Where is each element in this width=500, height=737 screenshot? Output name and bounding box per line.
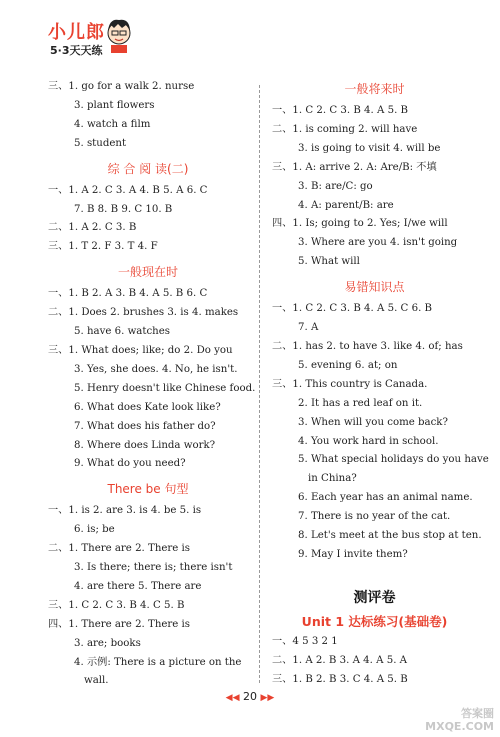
answer-line: 二、1. is coming 2. will have	[272, 123, 418, 135]
right-column	[272, 78, 489, 690]
answer-line: 3. Is there; there is; there isn't	[74, 562, 233, 574]
section-title: 一般将来时	[344, 82, 405, 96]
next-arrow-icon: ▶▶	[260, 693, 275, 703]
answer-line: 9. What do you need?	[74, 458, 186, 470]
answer-line: 二、1. has 2. to have 3. like 4. of; has	[272, 340, 463, 352]
answer-line: 2. It has a red leaf on it.	[298, 397, 423, 409]
answer-line: wall.	[84, 675, 109, 687]
page-number: 20	[243, 690, 257, 703]
section-title: 一般现在时	[117, 265, 178, 280]
answer-line: 二、1. A 2. C 3. B	[48, 222, 137, 234]
answer-line: 二、1. There are 2. There is	[48, 543, 191, 555]
answer-line: 5. student	[74, 137, 127, 149]
answer-line: 4. watch a film	[74, 118, 151, 130]
left-column	[48, 78, 256, 691]
section-title: 综 合 阅 读(二)	[107, 161, 189, 176]
page-footer	[0, 690, 500, 703]
watermark-line: 答案圈	[461, 707, 494, 720]
watermark-line: MXQE.COM	[425, 720, 494, 733]
answer-line: in China?	[308, 473, 357, 485]
answer-line: 6. Each year has an animal name.	[298, 492, 473, 504]
answer-line: 三、1. go for a walk 2. nurse	[48, 81, 195, 92]
answer-line: 7. What does his father do?	[74, 420, 216, 432]
answer-line: 一、1. B 2. A 3. B 4. A 5. B 6. C	[48, 288, 208, 300]
answer-line: 三、1. A: arrive 2. A: Are/B: 不填	[272, 161, 437, 173]
series-name: 5·3天天练	[50, 44, 103, 57]
answer-line: 7. There is no year of the cat.	[298, 511, 451, 523]
answer-line: 一、1. C 2. C 3. B 4. A 5. B	[272, 105, 409, 116]
answer-line: 一、1. C 2. C 3. B 4. A 5. C 6. B	[272, 303, 433, 315]
watermark	[425, 707, 494, 733]
answer-line: 9. May I invite them?	[298, 548, 408, 560]
answer-line: 三、1. C 2. C 3. B 4. C 5. B	[48, 599, 185, 611]
exam-heading: 测评卷	[353, 589, 396, 606]
answer-line: 4. You work hard in school.	[298, 435, 439, 447]
answer-line: 7. A	[298, 322, 319, 334]
answer-line: 3. plant flowers	[74, 99, 155, 111]
answer-line: 一、1. is 2. are 3. is 4. be 5. is	[48, 505, 202, 517]
answer-line: 3. Yes, she does. 4. No, he isn't.	[74, 363, 238, 375]
answer-line: 5. Henry doesn't like Chinese food.	[74, 382, 256, 394]
answer-line: 6. is; be	[74, 524, 115, 536]
answer-line: 四、1. Is; going to 2. Yes; I/we will	[272, 218, 448, 230]
answer-line: 3. Where are you 4. isn't going	[298, 237, 458, 249]
answer-line: 二、1. Does 2. brushes 3. is 4. makes	[48, 307, 239, 319]
answer-line: 3. are; books	[74, 637, 141, 649]
answer-line: 4. 示例: There is a picture on the	[74, 656, 242, 668]
section-title: 易错知识点	[344, 280, 405, 295]
answer-line: 4. A: parent/B: are	[298, 199, 394, 211]
section-title: There be 句型	[107, 482, 189, 497]
answer-line: 二、1. A 2. B 3. A 4. A 5. A	[272, 654, 408, 666]
column-divider	[259, 85, 260, 683]
answer-line: 5. evening 6. at; on	[298, 359, 398, 371]
brand-name: 小儿郎	[48, 22, 105, 43]
answer-line: 8. Where does Linda work?	[74, 439, 216, 451]
mascot-icon	[104, 16, 134, 54]
answer-line: 6. What does Kate look like?	[74, 401, 221, 413]
answer-line: 3. is going to visit 4. will be	[298, 142, 441, 154]
answer-line: 三、1. T 2. F 3. T 4. F	[48, 241, 158, 253]
answer-line: 8. Let's meet at the bus stop at ten.	[298, 530, 482, 542]
answer-line: 3. B: are/C: go	[298, 180, 373, 192]
answer-line: 三、1. What does; like; do 2. Do you	[48, 344, 233, 356]
answer-line: 7. B 8. B 9. C 10. B	[74, 203, 173, 215]
answer-line: 5. have 6. watches	[74, 326, 170, 338]
answer-line: 3. When will you come back?	[298, 416, 448, 428]
answer-line: 四、1. There are 2. There is	[48, 618, 191, 630]
answer-line: 三、1. This country is Canada.	[272, 378, 428, 390]
answer-line: 4. are there 5. There are	[74, 580, 202, 592]
answer-line: 5. What special holidays do you have	[298, 454, 489, 466]
unit-title: Unit 1 达标练习(基础卷)	[301, 613, 448, 629]
answer-line: 三、1. B 2. B 3. C 4. A 5. B	[272, 673, 408, 685]
answer-line: 5. What will	[298, 256, 360, 268]
prev-arrow-icon: ◀◀	[225, 693, 240, 703]
answer-line: 一、1. A 2. C 3. A 4. B 5. A 6. C	[48, 184, 208, 196]
answer-line: 一、4 5 3 2 1	[272, 635, 338, 647]
brand-logo	[48, 14, 138, 64]
